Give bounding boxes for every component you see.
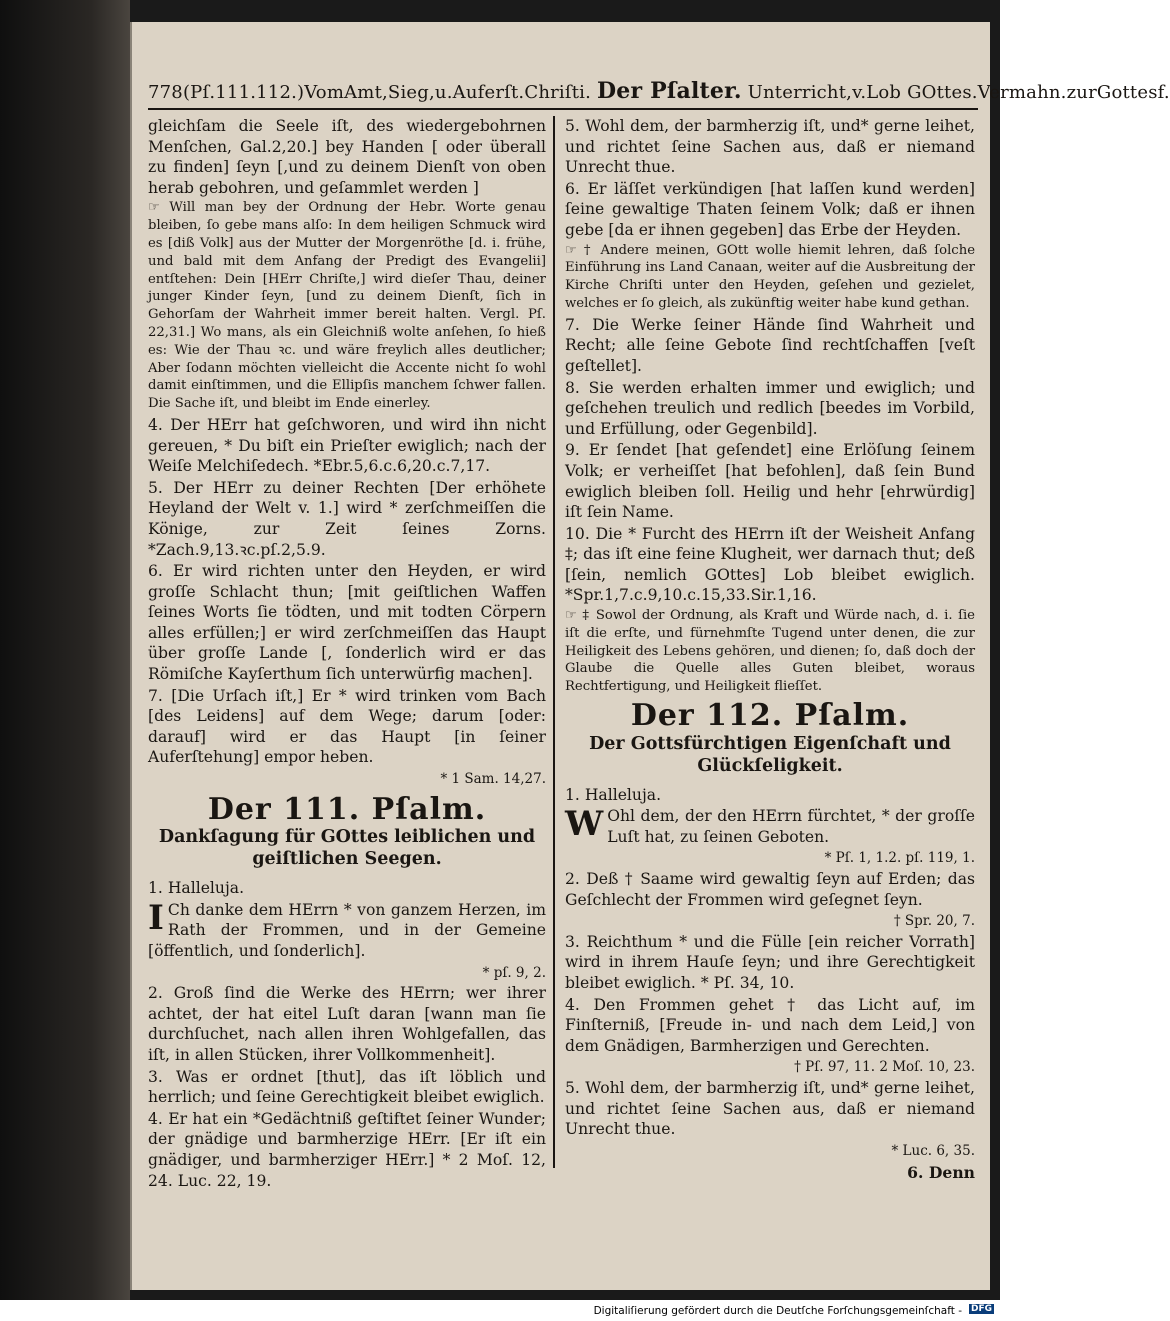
right-column: [565, 116, 975, 1184]
psalm-111-verse-1-heading: 1. Halleluja.: [148, 879, 245, 898]
psalm-112-verse-4: 4. Den Frommen gehet † das Licht auf, im Finſterniß, [Freude in- und nach dem Leid,] von dem Gnädigen, Barmherzigen und Gerechten.: [565, 995, 975, 1055]
psalm-112-verse-5: 5. Wohl dem, der barmherzig iſt, und* gerne leihet, und richtet ſeine Sachen aus, daß er niemand Unrecht thue.: [565, 1078, 975, 1139]
psalm-111-note-10: ☞ ‡ Sowol der Ordnung, als Kraft und Würde nach, d. i. ſie iſt die erſte, und fürnehmſte Tugend unter denen, die zur Heiligkeit des Lebens gehören, und dienen; ſo, daß doch der Glaube die Quelle alles Guten bleibet, woraus Rechtfertigung, und Heiligkeit flieſſet.: [565, 608, 975, 695]
left-column: [148, 116, 546, 1192]
psalm-111-verse-10: 10. Die * Furcht des HErrn iſt der Weisheit Anfang ‡; das iſt eine feine Klugheit, wer darnach thut; deß [ſein, nemlich GOttes] Lob bleibet ewiglich. *Spr.1,7.c.9,10.c.15,33.Sir.1,16.: [565, 524, 975, 605]
footer-funding-text: Digitaliſierung gefördert durch die Deutſche Forſchungsgemeinſchaft -: [593, 1305, 962, 1317]
book-spine: [0, 0, 130, 1300]
psalm-112-verse-2: 2. Deß † Saame wird gewaltig ſeyn auf Erden; das Geſchlecht der Frommen wird geſegnet ſeyn.: [565, 870, 975, 909]
psalm-111-verse-4: 4. Er hat ein *Gedächtniß geſtiftet ſeiner Wunder; der gnädige und barmherzige HErr. [Er iſt ein gnädiger, und barmherziger HErr.] * 2 Moſ. 12, 24. Luc. 22, 19.: [148, 1109, 546, 1190]
drop-cap: W: [565, 804, 604, 845]
drop-cap: I: [148, 897, 164, 938]
psalm-111-verse-2: 2. Groß ſind die Werke des HErrn; wer ihrer achtet, der hat eitel Luſt daran [wann man ſie durchſuchet, nach allen ihren Wohlgefallen, das iſt, in allen Stücken, ihrer Vollkommenheit].: [148, 984, 546, 1064]
psalm-112-verse-3: 3. Reichthum * und die Fülle [ein reicher Vorrath] wird in ihrem Hauſe ſeyn; und ihre Gerechtigkeit bleibet ewiglich. * Pſ. 34, 10.: [565, 932, 975, 992]
psalm-112-subtitle: Der Gottsfürchtigen Eigenſchaft und Glückſeligkeit.: [589, 733, 951, 776]
psalm-111-verse-5: 5. Wohl dem, der barmherzig iſt, und* gerne leihet, und richtet ſeine Sachen aus, daß er niemand Unrecht thue.: [565, 117, 975, 177]
left-verse-6: 6. Er wird richten unter den Heyden, er wird groſſe Schlacht thun; [mit geiſtlichen Waffen ſeines Worts ſie tödten, und mit todten Cörpern alles erfüllen;] er wird zerſchmeiſſen das Haupt über groſſe Lande [, ſonderlich wird er das Römiſche Kayſerthum ſich unterwürfig machen].: [148, 562, 546, 684]
header-rule: [148, 108, 978, 110]
psalm-112-ref-5: * Luc. 6, 35.: [891, 1142, 975, 1159]
left-para-1: gleichſam die Seele iſt, des wiedergebohrnen Menſchen, Gal.2,20.] bey Handen [ oder überall zu finden] ſeyn [,und zu deinem Dienſt von oben herab gebohren, und geſammlet werden ]: [148, 117, 546, 197]
column-divider: [553, 116, 555, 1168]
psalm-111-note-6: ☞ † Andere meinen, GOtt wolle hiemit lehren, daß ſolche Einführung ins Land Canaan, weiter auf die Ausbreitung der Kirche Chriſti unter den Heyden, geſehen und gezielet, welches er ſo gleich, als zukünftig weiter habe kund gethan.: [565, 242, 975, 311]
psalm-112-ref-2: † Spr. 20, 7.: [893, 913, 975, 930]
psalm-111-verse-6: 6. Er läſſet verkündigen [hat laſſen kund werden] ſeine gewaltige Thaten ſeinem Volk; daß er ihnen gebe [da er ihnen gegeben] das Erbe der Heyden.: [565, 179, 975, 239]
psalm-111-verse-1: [148, 897, 546, 962]
psalm-111-verse-1-text: Ch danke dem HErrn * von ganzem Herzen, im Rath der Frommen, und in der Gemeine [öffentlich, und ſonderlich].: [148, 900, 546, 960]
psalm-111-title: Der 111. Pſalm.: [207, 791, 487, 827]
left-verse-4: 4. Der HErr hat geſchworen, und wird ihn nicht gereuen, * Du biſt ein Prieſter ewiglich; nach der Weiſe Melchiſedech. *Ebr.5,6.c.6,20.c.7,17.: [148, 415, 546, 476]
psalm-111-ref-1: * pſ. 9, 2.: [482, 964, 546, 981]
left-note-1: ☞ Will man bey der Ordnung der Hebr. Worte genau bleiben, ſo gebe mans alſo: In dem heiligen Schmuck wird es [diß Volk] aus der Mutter der Morgenröthe [d. i. frühe, und bald mit dem Anfang der Predigt des Evangelii] entſtehen: Dein [HErr Chriſte,] wird dieſer Thau, deiner junger Kinder ſeyn, [und zu deinem Dienſt, ſich in Gehorſam der Wahrheit immer bereit halten. Vergl. Pſ. 22,31.] Wo mans, als ein Gleichniß wolte anſehen, ſo hieß es: Wie der Thau ꝛc. und wäre freylich alles deutlicher; Aber ſodann möchten vielleicht die Accente nicht ſo wohl damit einſtimmen, und die Ellipſis manchem ſchwer fallen. Die Sache iſt, und bleibt im Ende einerley.: [148, 200, 546, 412]
psalm-112-ref-4: † Pſ. 97, 11. 2 Moſ. 10, 23.: [794, 1059, 975, 1076]
running-header: [148, 78, 1170, 108]
header-left: 778(Pſ.111.112.)VomAmt,Sieg,u.Auferſt.Chriſti.: [148, 82, 592, 103]
header-right: Unterricht,v.Lob GOttes.Vermahn.zurGottesf.: [747, 82, 1170, 103]
psalm-111-verse-9: 9. Er ſendet [hat geſendet] eine Erlöſung ſeinem Volk; er verheiſſet [hat befohlen], daß ſein Bund ewiglich bleiben ſoll. Heilig und hehr [ehrwürdig] iſt ſein Name.: [565, 441, 975, 522]
catchword: 6. Denn: [907, 1163, 975, 1183]
dfg-logo-icon: DFG: [970, 1304, 992, 1314]
header-center: Der Pſalter.: [596, 78, 742, 104]
psalm-112-verse-1-heading: 1. Halleluja.: [565, 785, 662, 804]
psalm-112-verse-1-text: Ohl dem, der den HErrn fürchtet, * der groſſe Luſt hat, zu ſeinen Geboten.: [607, 807, 975, 846]
psalm-111-verse-3: 3. Was er ordnet [thut], das iſt löblich und herrlich; und ſeine Gerechtigkeit bleibet ewiglich.: [148, 1067, 546, 1107]
psalm-111-verse-7: 7. Die Werke ſeiner Hände ſind Wahrheit und Recht; alle ſeine Gebote ſind rechtſchaffen [veſt geſtellet].: [565, 315, 975, 375]
psalm-111-verse-8: 8. Sie werden erhalten immer und ewiglich; und geſchehen treulich und redlich [beedes im Vorbild, und Erfüllung, oder Gegenbild].: [565, 378, 975, 438]
left-ref-7: * 1 Sam. 14,27.: [440, 771, 546, 788]
footer-bar: [0, 1300, 1000, 1321]
psalm-111-subtitle: Dankſagung für GOttes leiblichen und geiſtlichen Seegen.: [158, 827, 536, 870]
left-verse-7: 7. [Die Urſach iſt,] Er * wird trinken vom Bach [des Leidens] auf dem Wege; darum [oder: darauf] wird er das Haupt [in ſeiner Auferſtehung] empor heben.: [148, 686, 546, 767]
psalm-112-title: Der 112. Pſalm.: [630, 698, 910, 734]
psalm-112-verse-1: [565, 806, 975, 847]
psalm-112-ref-1: * Pſ. 1, 1.2. pſ. 119, 1.: [824, 850, 975, 867]
left-verse-5: 5. Der HErr zu deiner Rechten [Der erhöhete Heyland der Welt v. 1.] wird * zerſchmeiſſen die Könige, zur Zeit ſeines Zorns. *Zach.9,13.ꝛc.pſ.2,5.9.: [148, 478, 546, 559]
